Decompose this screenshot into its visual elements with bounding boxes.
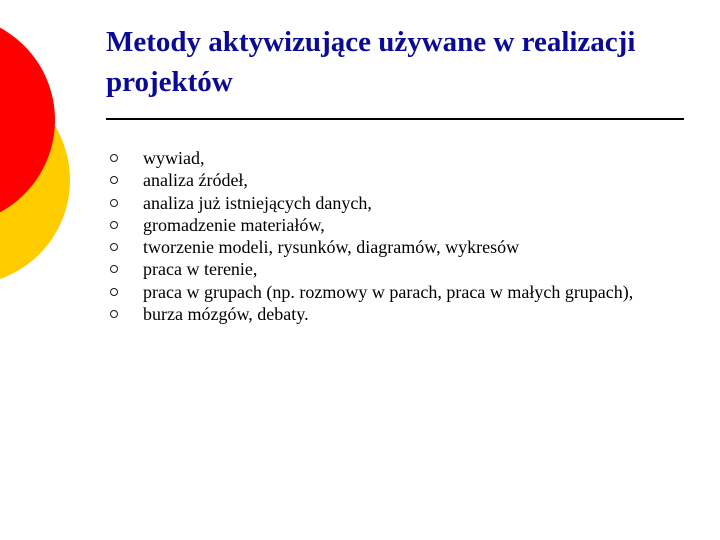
bullet-ring-icon: [110, 310, 118, 318]
bullet-item: [110, 147, 670, 169]
bullet-item: [110, 214, 670, 236]
bullet-text: praca w terenie,: [143, 259, 258, 280]
bullet-ring-icon: [110, 288, 118, 296]
bullet-item: [110, 169, 670, 191]
bullet-text: analiza już istniejących danych,: [143, 192, 372, 213]
bullet-text: analiza źródeł,: [143, 170, 248, 191]
bullet-item: [110, 303, 670, 325]
bullet-item: [110, 258, 670, 280]
title-divider: [106, 118, 684, 120]
bullet-ring-icon: [110, 221, 118, 229]
bullet-ring-icon: [110, 199, 118, 207]
bullet-text: tworzenie modeli, rysunków, diagramów, wykresów: [143, 237, 520, 258]
bullet-ring-icon: [110, 243, 118, 251]
slide-title: Metody aktywizujące używane w realizacji projektów: [106, 26, 636, 98]
bullet-item: [110, 192, 670, 214]
bullet-item: [110, 281, 670, 303]
bullet-text: wywiad,: [143, 148, 205, 168]
bullet-ring-icon: [110, 176, 118, 184]
decorative-circles: [0, 0, 120, 300]
bullet-text: burza mózgów, debaty.: [143, 304, 309, 325]
bullet-list: [110, 147, 670, 325]
bullet-item: [110, 236, 670, 258]
bullet-ring-icon: [110, 265, 118, 273]
bullet-text: praca w grupach (np. rozmowy w parach, praca w małych grupach),: [143, 281, 634, 302]
bullet-ring-icon: [110, 154, 118, 162]
bullet-text: gromadzenie materiałów,: [143, 214, 325, 235]
